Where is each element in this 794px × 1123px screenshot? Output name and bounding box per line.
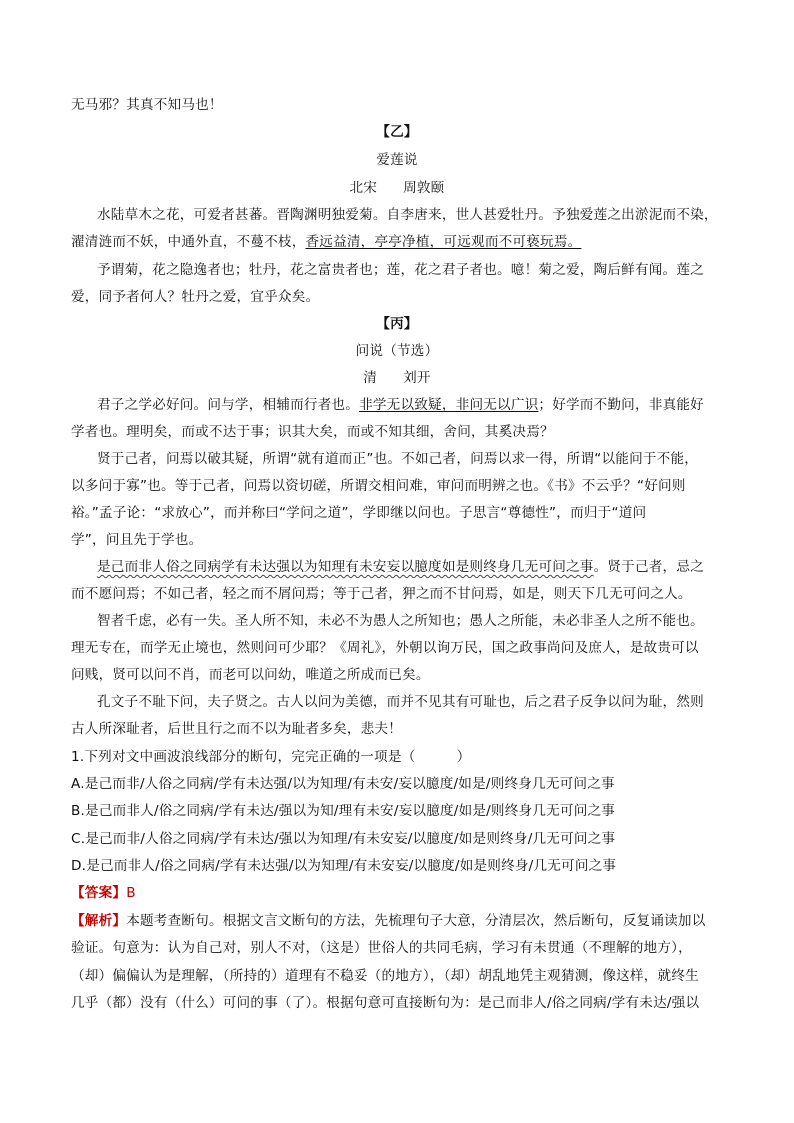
bing-p5-line2: 古人所深耻者，后世且行之而不以为耻者多矣，悲夫！ [71,721,403,737]
bing-p1-text-c: ；好学而不勤问，非真能好 [538,397,704,413]
bing-p3-text-b: 。贤于己者，忌之 [593,559,704,575]
option-c: C.是己而非/人俗之同病/学有未达/强以为知理/有未安妄/以臆度/如是则终身/几无可问之事 [71,831,616,847]
yi-p2-line1: 予谓菊，花之隐逸者也；牡丹，花之富贵者也；莲，花之君子者也。噫！菊之爱，陶后鲜有闻。莲之 [97,262,704,278]
section-bing-byline [0,369,794,387]
section-yi-title: 爱莲说 [376,152,418,168]
analysis-line3: （却）偏偏认为是理解，（所持的）道理有不稳妥（的地方），（却）胡乱地凭主观猜测，像这样，就终生 [71,968,699,984]
bing-p1-line1 [97,396,704,414]
section-bing-marker: 【丙】 [376,316,418,332]
analysis-line1 [71,912,706,930]
bing-underlined-sentence: 非学无以致疑，非问无以广识 [359,397,539,413]
answer-label: 【答案】 [71,885,127,901]
analysis-text-1: 本题考查断句。根据文言文断句的方法，先梳理句子大意，分清层次，然后断句，反复诵读加以 [126,913,706,929]
bing-p5-line1: 孔文子不耻下问，夫子贤之。古人以问为美德，而并不见其有可耻也，后之君子反争以问为耻，然则 [97,694,704,710]
bing-p3-line2: 而不愿问焉；不如己者，轻之而不屑问焉；等于己者，狎之而不甘问焉，如是，则天下几无可问之人。 [71,586,692,602]
section-yi-dynasty: 北宋 [349,180,378,196]
bing-p2-line2: 以多问于寡”也。等于己者，问焉以资切磋，所谓交相问难，审问而明辨之也。《书》不云乎？“好问则 [71,478,686,494]
option-d: D.是己而非人/俗之同病/学有未达强/以为知理/有未安妄/以臆度/如是则终身/几无可问之事 [71,858,617,874]
section-yi-author: 周敦颐 [403,180,445,196]
bing-p2-line4: 学”，问且先于学也。 [71,532,203,548]
yi-underlined-sentence: 香远益清，亭亭净植，可远观而不可亵玩焉。 [305,234,582,250]
bing-p1-line2: 学者也。理明矣，而或不达于事；识其大矣，而或不知其细，舍问，其奚决焉？ [71,424,554,440]
option-b: B.是己而非人/俗之同病/学有未达/强以为知/理有未安/妄以臆度/如是/则终身几无可问之事 [71,803,616,819]
bing-p3-line1 [97,558,704,576]
section-yi-byline [0,179,794,197]
analysis-line2: 验证。句意为：认为自己对，别人不对，（这是）世俗人的共同毛病，学习有未贯通（不理解的地方）， [71,940,692,956]
bing-p4-line1: 智者千虑，必有一失。圣人所不知，未必不为愚人之所知也；愚人之所能，未必非圣人之所不能也。 [97,613,704,629]
answer-line [71,884,136,902]
yi-p1-line2 [71,233,581,251]
answer-value: B [126,885,136,901]
bing-p1-text-a: 君子之学必好问。问与学，相辅而行者也。 [97,397,360,413]
section-bing-title: 问说（节选） [355,343,439,359]
analysis-line4: 几乎（都）没有（什么）可问的事（了）。根据句意可直接断句为：是己而非人/俗之同病/学有未达/强以 [71,995,700,1011]
bing-wavy-sentence: 是己而非人俗之同病学有未达强以为知理有未安妄以臆度如是则终身几无可问之事 [97,559,594,575]
bing-p4-line3: 问贱，贤可以问不肖，而老可以问幼，唯道之所成而已矣。 [71,667,430,683]
yi-p2-line2: 爱，同予者何人？牡丹之爱，宜乎众矣。 [71,289,320,305]
bing-p2-line1: 贤于己者，问焉以破其疑，所谓“就有道而正”也。不如己者，问焉以求一得，所谓“以能问于不能， [97,451,699,467]
bing-p4-line2: 理无专在，而学无止境也，然则问可少耶？《周礼》，外朝以询万民，国之政事尚问及庶人，是故贵可以 [71,640,699,656]
section-bing-dynasty: 清 [363,370,378,386]
option-a: A.是己而非/人俗之同病/学有未达强/以为知理/有未安/妄以臆度/如是/则终身几无可问之事 [71,776,615,792]
bing-p2-line3: 裕。”孟子论：“求放心”，而并称曰“学问之道”，学即继以问也。子思言“尊德性”，而归于“道问 [71,505,647,521]
passage-jia-ending: 无马邪？其真不知马也！ [71,97,223,113]
yi-p1-line1: 水陆草木之花，可爱者甚蕃。晋陶渊明独爱菊。自李唐来，世人甚爱牡丹。予独爱莲之出淤泥而不染， [97,207,718,223]
yi-p1-line2-text: 濯清涟而不妖，中通外直，不蔓不枝， [71,234,306,250]
analysis-label: 【解析】 [71,913,127,929]
section-yi-marker: 【乙】 [376,124,418,140]
question-stem: 1.下列对文中画波浪线部分的断句，完完正确的一项是（ ） [71,749,471,765]
section-bing-author: 刘开 [403,370,431,386]
